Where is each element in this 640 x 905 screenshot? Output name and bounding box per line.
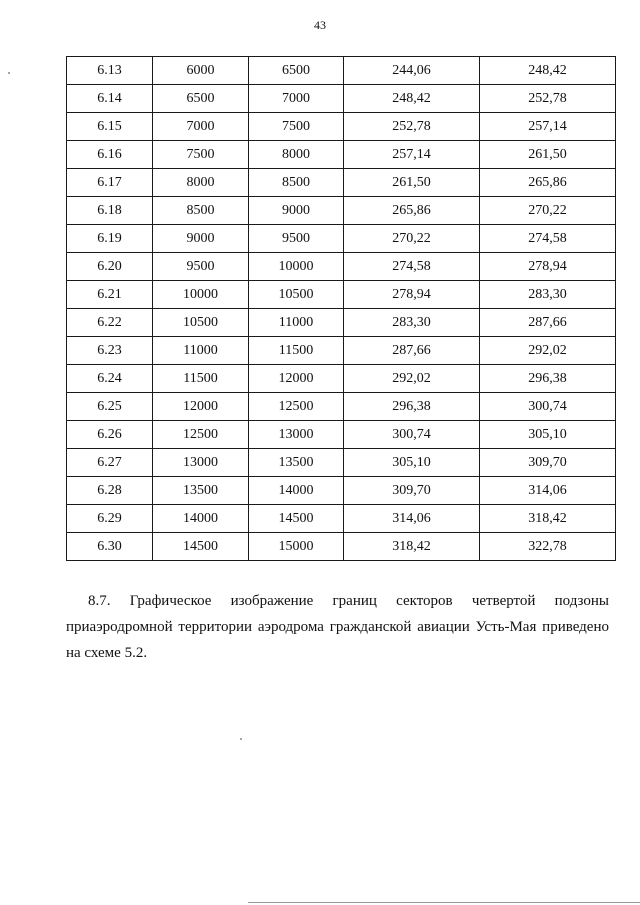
table-cell: 248,42	[480, 57, 616, 85]
table-cell: 8500	[249, 169, 344, 197]
table-row	[67, 309, 616, 337]
table-row	[67, 141, 616, 169]
scan-edge-line	[248, 902, 640, 903]
paragraph-8-7	[66, 588, 609, 666]
table-cell: 265,86	[344, 197, 480, 225]
table-cell: 287,66	[480, 309, 616, 337]
table-cell: 11500	[153, 365, 249, 393]
paragraph-line-1: 8.7. Графическое изображение границ секторов четвертой подзоны	[88, 593, 609, 609]
table-cell: 300,74	[480, 393, 616, 421]
table-cell: 305,10	[344, 449, 480, 477]
table-cell: 6.17	[67, 169, 153, 197]
table-cell: 13500	[153, 477, 249, 505]
table-cell: 296,38	[480, 365, 616, 393]
table-cell: 300,74	[344, 421, 480, 449]
table-cell: 257,14	[480, 113, 616, 141]
table-cell: 12000	[249, 365, 344, 393]
table-cell: 283,30	[344, 309, 480, 337]
table-cell: 6.19	[67, 225, 153, 253]
table-cell: 14500	[153, 533, 249, 561]
table-row	[67, 477, 616, 505]
table-cell: 265,86	[480, 169, 616, 197]
table-cell: 305,10	[480, 421, 616, 449]
table-row	[67, 113, 616, 141]
table-cell: 13000	[153, 449, 249, 477]
table-cell: 6.25	[67, 393, 153, 421]
table-cell: 6.26	[67, 421, 153, 449]
paragraph-line-3: на схеме 5.2.	[66, 645, 148, 661]
table-cell: 292,02	[480, 337, 616, 365]
table-cell: 14500	[249, 505, 344, 533]
table-cell: 309,70	[480, 449, 616, 477]
paragraph-line-2: приаэродромной территории аэродрома гражданской авиации Усть-Мая приведено	[66, 619, 609, 635]
table-cell: 8000	[153, 169, 249, 197]
table-cell: 6.16	[67, 141, 153, 169]
table-cell: 257,14	[344, 141, 480, 169]
table-cell: 6.14	[67, 85, 153, 113]
table-cell: 6000	[153, 57, 249, 85]
table-cell: 6500	[249, 57, 344, 85]
table-cell: 6.18	[67, 197, 153, 225]
page-number: 43	[314, 18, 326, 32]
table-cell: 11500	[249, 337, 344, 365]
table-cell: 283,30	[480, 281, 616, 309]
table-cell: 15000	[249, 533, 344, 561]
table-cell: 14000	[249, 477, 344, 505]
table-cell: 261,50	[480, 141, 616, 169]
table-row	[67, 281, 616, 309]
table-cell: 274,58	[344, 253, 480, 281]
table-row	[67, 85, 616, 113]
table-cell: 10500	[153, 309, 249, 337]
scan-speck	[8, 72, 10, 74]
table-cell: 9500	[153, 253, 249, 281]
table-cell: 6.22	[67, 309, 153, 337]
table-cell: 278,94	[480, 253, 616, 281]
table-cell: 8000	[249, 141, 344, 169]
table-cell: 292,02	[344, 365, 480, 393]
table-cell: 278,94	[344, 281, 480, 309]
table-cell: 10000	[153, 281, 249, 309]
table-cell: 244,06	[344, 57, 480, 85]
table-row	[67, 449, 616, 477]
data-table	[66, 56, 616, 561]
table-cell: 318,42	[480, 505, 616, 533]
table-cell: 6.27	[67, 449, 153, 477]
table-row	[67, 225, 616, 253]
table-cell: 274,58	[480, 225, 616, 253]
table-cell: 6.29	[67, 505, 153, 533]
table-row	[67, 337, 616, 365]
table-row	[67, 253, 616, 281]
table-cell: 12500	[153, 421, 249, 449]
table-row	[67, 169, 616, 197]
table-cell: 10500	[249, 281, 344, 309]
table-cell: 6.15	[67, 113, 153, 141]
scan-speck	[240, 738, 242, 740]
table-cell: 12000	[153, 393, 249, 421]
table-cell: 248,42	[344, 85, 480, 113]
table-cell: 309,70	[344, 477, 480, 505]
table-cell: 322,78	[480, 533, 616, 561]
table-cell: 7000	[249, 85, 344, 113]
table-cell: 270,22	[344, 225, 480, 253]
table-cell: 9500	[249, 225, 344, 253]
table-cell: 287,66	[344, 337, 480, 365]
table-cell: 6.21	[67, 281, 153, 309]
table-cell: 252,78	[480, 85, 616, 113]
table-cell: 10000	[249, 253, 344, 281]
table-row	[67, 533, 616, 561]
table-cell: 6500	[153, 85, 249, 113]
table-row	[67, 57, 616, 85]
table-body	[67, 57, 616, 561]
table-cell: 12500	[249, 393, 344, 421]
table-cell: 296,38	[344, 393, 480, 421]
table-cell: 7500	[249, 113, 344, 141]
table-cell: 8500	[153, 197, 249, 225]
table-cell: 13500	[249, 449, 344, 477]
table-cell: 9000	[153, 225, 249, 253]
table-cell: 6.28	[67, 477, 153, 505]
table-cell: 9000	[249, 197, 344, 225]
table-row	[67, 197, 616, 225]
table-cell: 318,42	[344, 533, 480, 561]
table-cell: 11000	[249, 309, 344, 337]
table-cell: 252,78	[344, 113, 480, 141]
table-cell: 6.13	[67, 57, 153, 85]
table-cell: 6.30	[67, 533, 153, 561]
table-row	[67, 505, 616, 533]
table-row	[67, 393, 616, 421]
table-cell: 6.20	[67, 253, 153, 281]
table-cell: 314,06	[480, 477, 616, 505]
table-cell: 13000	[249, 421, 344, 449]
table-row	[67, 421, 616, 449]
table-cell: 11000	[153, 337, 249, 365]
table-cell: 261,50	[344, 169, 480, 197]
table-cell: 270,22	[480, 197, 616, 225]
table-cell: 6.24	[67, 365, 153, 393]
table-cell: 6.23	[67, 337, 153, 365]
table-cell: 7000	[153, 113, 249, 141]
table-cell: 314,06	[344, 505, 480, 533]
table-cell: 7500	[153, 141, 249, 169]
table-cell: 14000	[153, 505, 249, 533]
table-row	[67, 365, 616, 393]
